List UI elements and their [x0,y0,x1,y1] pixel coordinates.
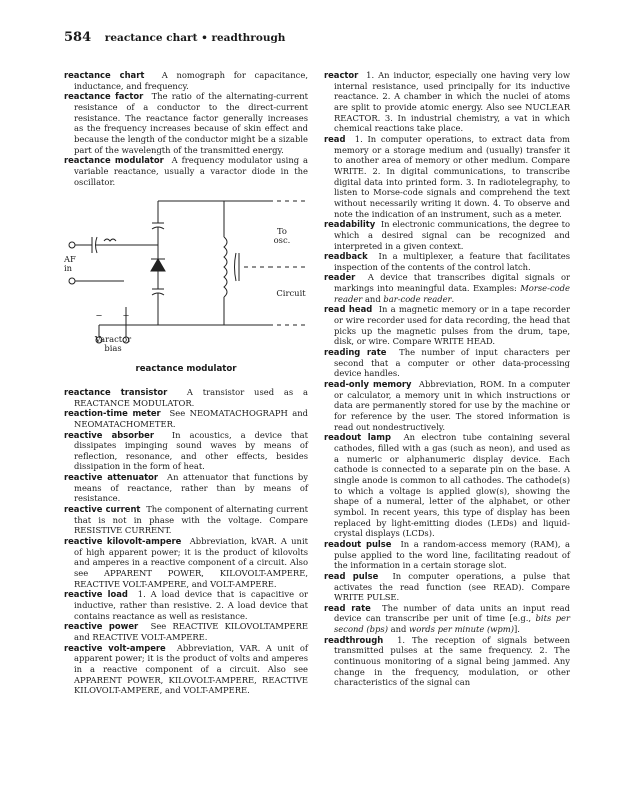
entry-definition: The number of input characters per second that a computer or other data-processing device handles. [334,347,571,379]
entry [324,571,570,603]
entry-term: read-only memory [324,379,412,390]
entry-definition: In a random-access memory (RAM), a pulse applied to the word line, facilitating readout of the information in a certain storage slot. [334,538,571,571]
entry-term: reader [324,272,356,283]
entry [64,91,308,155]
entry-term: read [324,133,346,144]
page-number: 584 [64,30,92,45]
entry [324,272,570,304]
entry-connector: and [387,624,410,635]
entry-term: readout lamp [324,432,391,443]
entry [64,504,308,536]
af-ground-terminal [69,278,75,284]
entry [64,643,308,696]
osc-label: osc. [273,235,291,246]
entry-definition: A nomograph for capacitance, inductance, and frequency. [74,70,308,91]
entry-term: read rate [324,602,371,613]
entry-term: readback [324,251,368,262]
entry-term: reactive volt-ampere [64,642,166,653]
entry-definition: A transistor used as a REACTANCE MODULATOR. [74,386,308,408]
entry-term: read pulse [324,570,379,581]
to-label: To [277,226,287,237]
entry-term: read head [324,304,373,315]
circuit-label: Circuit [276,288,306,299]
entry-definition: In electronic communications, the degree to which a desired signal can be recognized and interpreted in a given context. [334,219,570,251]
entry-definition: 1. In computer operations, to extract data from memory or a storage medium and (usually) transfer it to another area of memory or other medium. Compare WRITE. 2. In digital communications, to transcribe digital data into printed form. 3. In radiotelegraphy, to listen to Morse-code signals and comprehend the text without necessarily writing it down. 4. To observe and note the indication of an instrument, such as a meter. [334,133,570,219]
entry-term: reactive load [64,589,128,600]
entry [324,379,570,432]
entry-definition: An attenuator that functions by means of reactance, rather than by means of resistance. [74,472,308,504]
entry [64,155,308,187]
entry-definition: The number of data units an input read device can transcribe per unit of time [e.g., [334,602,571,624]
entry [324,134,570,219]
entry-definition: See NEOMATACHOGRAPH and NEOMATACHOMETER. [74,408,309,429]
entry [324,539,570,571]
entry [324,219,570,251]
entry-term: reaction-time meter [64,408,161,419]
varactor-bias-label [88,335,138,353]
af-label: AF [64,254,76,265]
entry-term: reactance chart [64,70,145,80]
to-osc-label [262,227,302,245]
entry-term: reactance transistor [64,386,168,397]
entry-term: readout pulse [324,538,392,549]
tank-inductor [224,237,227,297]
entry-term: reactive kilovolt-ampere [64,536,182,547]
entry-definition: Abbreviation, VAR. A unit of apparent power; it is the product of volts and amperes in a reactive component of a circuit. Also see APPARENT POWER, KILOVOLT-AMPERE, REACTIVE KILOVOLT-AMPERE, and VOLT-AMPERE. [74,642,308,696]
af-input-terminal [69,242,75,248]
entry-term: reading rate [324,347,387,358]
entry-term: readability [324,219,376,230]
entry [64,536,308,589]
entry-definition: Abbreviation, kVAR. A unit of high apparent power; it is the product of kilovolts and amperes in a reactive component of a circuit. Also see APPARENT POWER, KILOVOLT-AMPERE, REACTIVE VOLT-AMPERE, and VOLT-AMPERE. [74,536,308,589]
varactor-label: Varactor [94,334,132,345]
entry [64,70,308,91]
bias-label: bias [104,343,122,354]
entry-example: Morse-code reader [334,283,570,304]
entry [324,251,570,272]
entry-example: bits per second (bps) [334,613,571,635]
entry-end: ]. [513,624,520,635]
entry-connector: and [362,293,384,304]
entry [324,603,570,635]
entry-definition: An electron tube containing several cathodes, filled with a gas (such as neon), and used as a numeric or alphanumeric display device. Each cathode is connected to a separate pin on the base. A single anode is common to all cathodes. The cathode(s) to which a voltage is applied glow(s), showing the shape of a numeral, letter of the alphabet, or other symbol. In recent years, this type of display has been replaced by light-emitting diodes (LEDs) and liquid-crystal displays (LCDs). [334,432,571,539]
entry-term: reactance factor [64,91,144,102]
varactor-diode [151,259,165,271]
entry [324,432,570,539]
running-header [64,30,285,45]
entry [324,635,570,688]
entry-definition: A device that transcribes digital signals or markings into meaningful data. Examples: [334,272,571,294]
entry-end: . [451,293,455,304]
entry-definition: In acoustics, a device that dissipates impinging sound waves by means of reflection, resonance, and other effects, besides dissipation in the form of heat. [74,429,308,472]
entry-term: reactor [324,70,359,80]
right-column [324,70,570,688]
running-head: reactance chart • readthrough [104,32,286,44]
entry-term: reactive current [64,504,141,515]
figure-caption: reactance modulator [135,364,237,375]
entry [324,347,570,379]
entry-example: bar-code reader [383,293,452,304]
entry-definition: Abbreviation, ROM. In a computer or calculator, a memory unit in which instructions or data are permanently stored for use by the machine or for reference by the user. The stored information is read out nondestructively. [334,379,570,432]
entry-term: reactance modulator [64,155,164,166]
entry-definition: The component of alternating current that is not in phase with the voltage. Compare RESISTIVE CURRENT. [74,504,308,536]
in-label: in [64,263,73,274]
entry-definition: In a magnetic memory or in a tape recorder or wire recorder used for data recording, the head that picks up the magnetic pulses from the drum, tape, disk, or wire. Compare WRITE HEAD. [334,304,570,347]
plus-label: + [122,310,130,321]
reactance-modulator-figure [64,197,308,352]
entry [64,589,308,621]
entry-definition: In a multiplexer, a feature that facilitates inspection of the contents of the control latch. [334,251,571,272]
entry [64,408,308,429]
entry [324,304,570,347]
entry-definition: 1. An inductor, especially one having very low internal resistance, used principally for its inductive reactance. 2. A chamber in which the nuclei of atoms are split to provide atomic energy. Also see NUCLEAR REACTOR. 3. In industrial chemistry, a vat in which chemical reactions take place. [334,70,570,134]
entry-definition: 1. A load device that is capacitive or inductive, rather than resistive. 2. A load device that contains reactance as well as resistance. [74,589,308,621]
entry-definition: The ratio of the alternating-current resistance of a conductor to the direct-current resistance. The reactance factor generally increases as the frequency increases because of skin effect and because the length of the conductor might be a sizable part of the wavelength of the transmitted energy. [74,91,308,155]
entry [324,70,570,134]
entry-definition: See REACTIVE KILOVOLTAMPERE and REACTIVE VOLT-AMPERE. [74,621,308,642]
left-column [64,70,308,696]
entry-definition: A frequency modulator using a variable reactance, usually a varactor diode in the oscillator. [74,155,309,187]
entry-term: reactive absorber [64,429,154,440]
entry [64,472,308,504]
entry-term: readthrough [324,634,384,645]
entry-term: reactive power [64,621,139,632]
circuit-diagram [64,197,308,352]
entry [64,387,308,408]
af-in-label [64,255,84,273]
entry-definition: 1. The reception of signals between transmitted pulses at the same frequency. 2. The continuous monitoring of a signal being jammed. Any change in the frequency, modulation, or other characteristics of the signal can [334,634,570,688]
entry-term: reactive attenuator [64,472,159,483]
entry-definition: In computer operations, a pulse that activates the read function (see READ). Compare WRITE PULSE. [334,570,570,603]
minus-label: − [95,310,103,321]
entry [64,430,308,473]
entry [64,621,308,642]
entry-example: words per minute (wpm) [409,624,514,635]
